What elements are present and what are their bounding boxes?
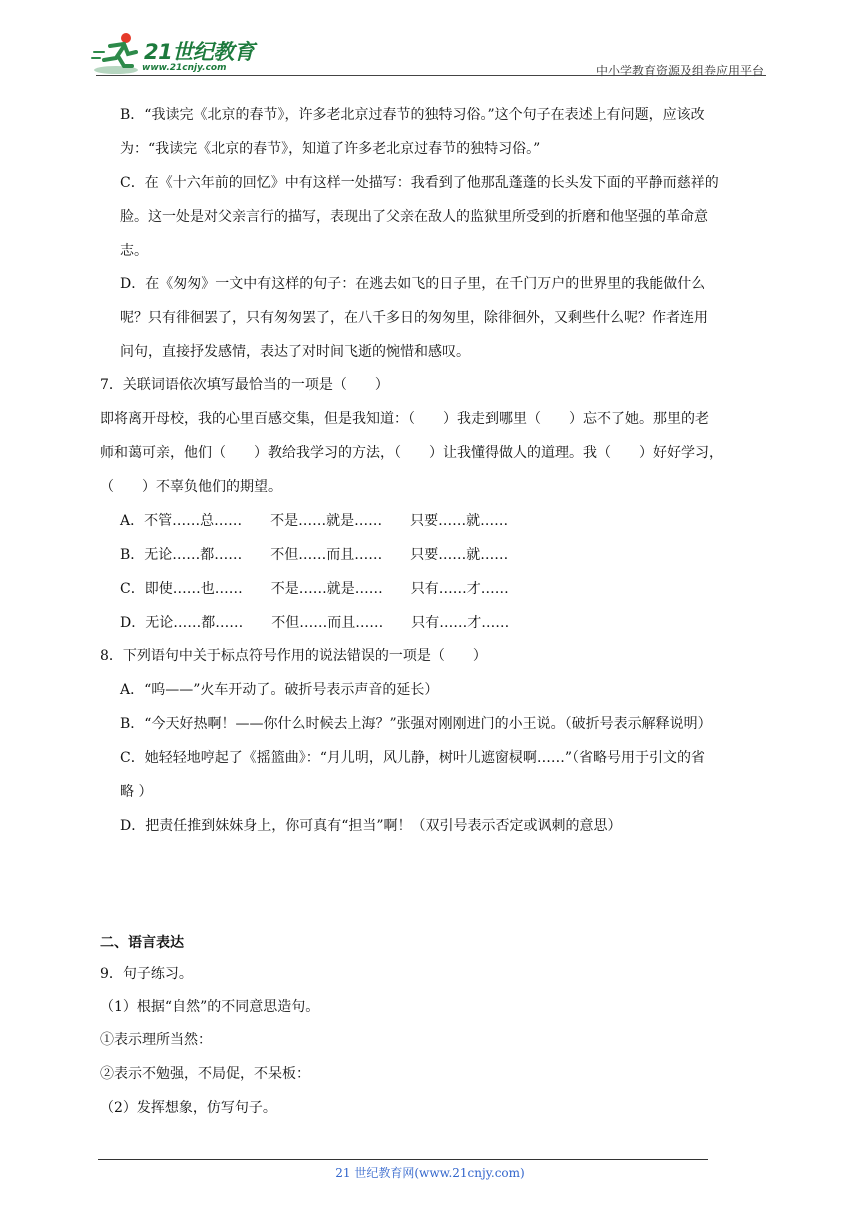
question-8-option-c-line-2: 略 ）: [120, 784, 153, 800]
option-d-line-3: 问句，直接抒发感情，表达了对时间飞逝的惋惜和感叹。: [120, 344, 470, 360]
option-c-line-2: 脸。这一处是对父亲言行的描写，表现出了父亲在敌人的监狱里所受到的折磨和他坚强的革命意: [120, 209, 708, 225]
option-c-line-1: C．在《十六年前的回忆》中有这样一处描写：我看到了他那乱蓬蓬的长头发下面的平静而慈祥的: [120, 175, 719, 191]
platform-title: 中小学教育资源及组卷应用平台: [595, 64, 764, 78]
question-8-option-c-line-1: C．她轻轻地哼起了《摇篮曲》：“月儿明，风儿静，树叶儿遮窗棂啊……”（省略号用于引文的省: [120, 750, 706, 766]
option-d-line-2: 呢？只有徘徊罢了，只有匆匆罢了，在八千多日的匆匆里，除徘徊外，又剩些什么呢？作者连用: [120, 310, 708, 326]
header-divider: [96, 75, 766, 76]
question-8-option-d: D．把责任推到妹妹身上，你可真有“担当”啊！（双引号表示否定或讽刺的意思）: [120, 818, 622, 834]
option-b-line-1: B．“我读完《北京的春节》，许多老北京过春节的独特习俗。”这个句子在表述上有问题，应该改: [120, 107, 705, 123]
question-9-stem: 9．句子练习。: [100, 966, 193, 982]
option-d-line-1: D．在《匆匆》一文中有这样的句子：在逃去如飞的日子里，在千门万户的世界里的我能做什么: [120, 276, 706, 292]
question-9-part-1-item-1: ①表示理所当然：: [100, 1032, 212, 1048]
question-7-option-d: D．无论……都…… 不但……而且…… 只有……才……: [120, 615, 510, 631]
question-8-option-a: A．“呜——”火车开动了。破折号表示声音的延长）: [120, 682, 439, 698]
question-7-passage-1: 即将离开母校，我的心里百感交集，但是我知道：（ ）我走到哪里（ ）忘不了她。那里的老: [100, 411, 709, 427]
question-7-option-a: A．不管……总…… 不是……就是…… 只要……就……: [120, 513, 509, 529]
question-9-part-1-item-2: ②表示不勉强，不局促，不呆板：: [100, 1066, 310, 1082]
footer-divider: [98, 1159, 708, 1160]
question-8-stem: 8．下列语句中关于标点符号作用的说法错误的一项是（ ）: [100, 648, 487, 664]
question-7-stem: 7．关联词语依次填写最恰当的一项是（ ）: [100, 377, 389, 393]
logo-text: 21世纪教育: [144, 40, 255, 64]
question-9-part-1: （1）根据“自然”的不同意思造句。: [100, 999, 320, 1015]
site-logo: [90, 28, 290, 78]
question-7-option-b: B．无论……都…… 不但……而且…… 只要……就……: [120, 547, 509, 563]
runner-logo-icon: [90, 30, 146, 78]
logo-url: www.21cnjy.com: [142, 63, 227, 73]
question-9-part-2: （2）发挥想象，仿写句子。: [100, 1100, 277, 1116]
page-header: [90, 28, 770, 80]
question-8-option-b: B．“今天好热啊！——你什么时候去上海？”张强对刚刚进门的小王说。（破折号表示解释说明）: [120, 716, 712, 732]
page-footer: 21 世纪教育网(www.21cnjy.com): [335, 1166, 525, 1180]
question-7-option-c: C．即使……也…… 不是……就是…… 只有……才……: [120, 581, 509, 597]
option-c-line-3: 志。: [120, 243, 148, 259]
section-heading: 二、语言表达: [100, 935, 184, 951]
question-7-passage-3: （ ）不辜负他们的期望。: [100, 479, 282, 495]
option-b-line-2: 为：“我读完《北京的春节》，知道了许多老北京过春节的独特习俗。”: [120, 141, 541, 157]
question-7-passage-2: 师和蔼可亲，他们（ ）教给我学习的方法，（ ）让我懂得做人的道理。我（ ）好好学习，: [100, 445, 723, 461]
